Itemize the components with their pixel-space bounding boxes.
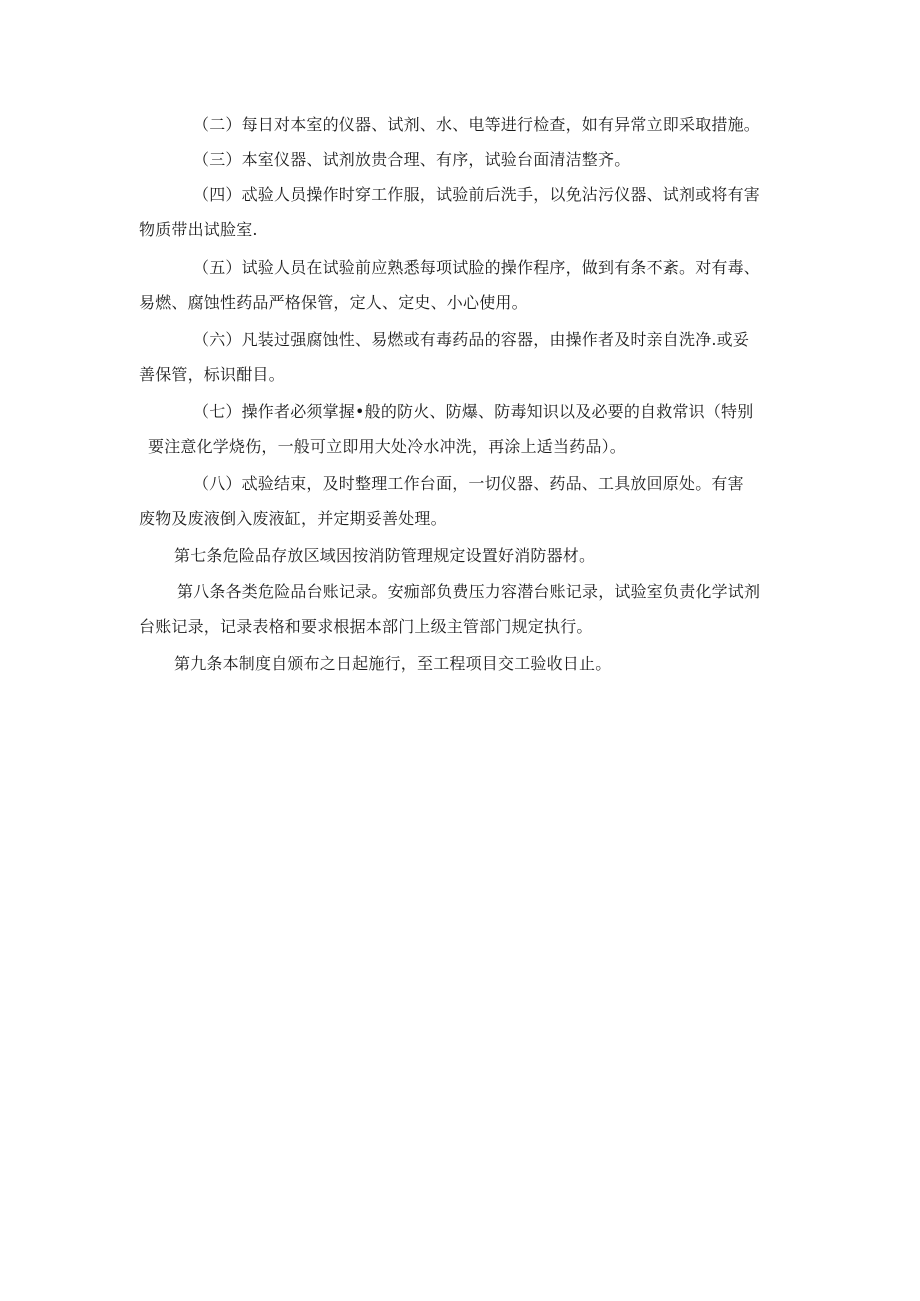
article-8-line-1: 第八条各类危险品台账记录。安痂部负费压力容潜台账记录，试验室负责化学试剂	[177, 582, 761, 601]
item-3-line-1: （三）本室仪器、试剂放贵合理、有序，试验台面清洁整齐。	[193, 150, 631, 169]
item-8-line-2: 废物及废液倒入废液缸，并定期妥善处理。	[139, 509, 447, 528]
item-5-line-2: 易燃、腐蚀性药品严格保管，定人、定史、小心使用。	[139, 293, 528, 312]
article-8-line-2: 台账记录，记录表格和要求根据本部门上级主管部门规定执行。	[139, 617, 593, 636]
item-2-line-1: （二）每日对本室的仪器、试剂、水、电等进行检查，如有异常立即采取措施。	[193, 115, 761, 134]
item-4-line-1: （四）忒验人员操作时穿工作服，试验前后洗手，以免沾污仪器、试剂或将有害	[193, 185, 761, 204]
item-5-line-1: （五）试验人员在试验前应熟悉每项试脸的操作程序，做到有条不紊。对有毒、	[193, 258, 761, 277]
item-6-line-2: 善保管，标识酣目。	[139, 365, 285, 384]
article-9-line-1: 第九条本制度自颁布之日起施行，至工程项目交工验收日止。	[174, 654, 612, 673]
item-7-line-1: （七）操作者必须掌握•般的防火、防爆、防毒知识以及必要的自救常识（特别	[193, 402, 754, 421]
article-7-line-1: 第七条危险品存放区域因按消防管理规定设置好消防器材。	[174, 546, 596, 565]
item-7-line-2: 要注意化学烧伤，一般可立即用大处冷水冲洗，再涂上适当药品）。	[148, 437, 627, 456]
item-4-line-2: 物质带出试脸室.	[139, 220, 258, 239]
item-6-line-1: （六）凡装过强腐蚀性、易燃或有毒药品的容器，由操作者及时亲自洗净.或妥	[193, 330, 750, 349]
item-8-line-1: （八）忒验结束，及时整理工作台面，一切仪器、药品、工具放回原处。有害	[193, 474, 744, 493]
